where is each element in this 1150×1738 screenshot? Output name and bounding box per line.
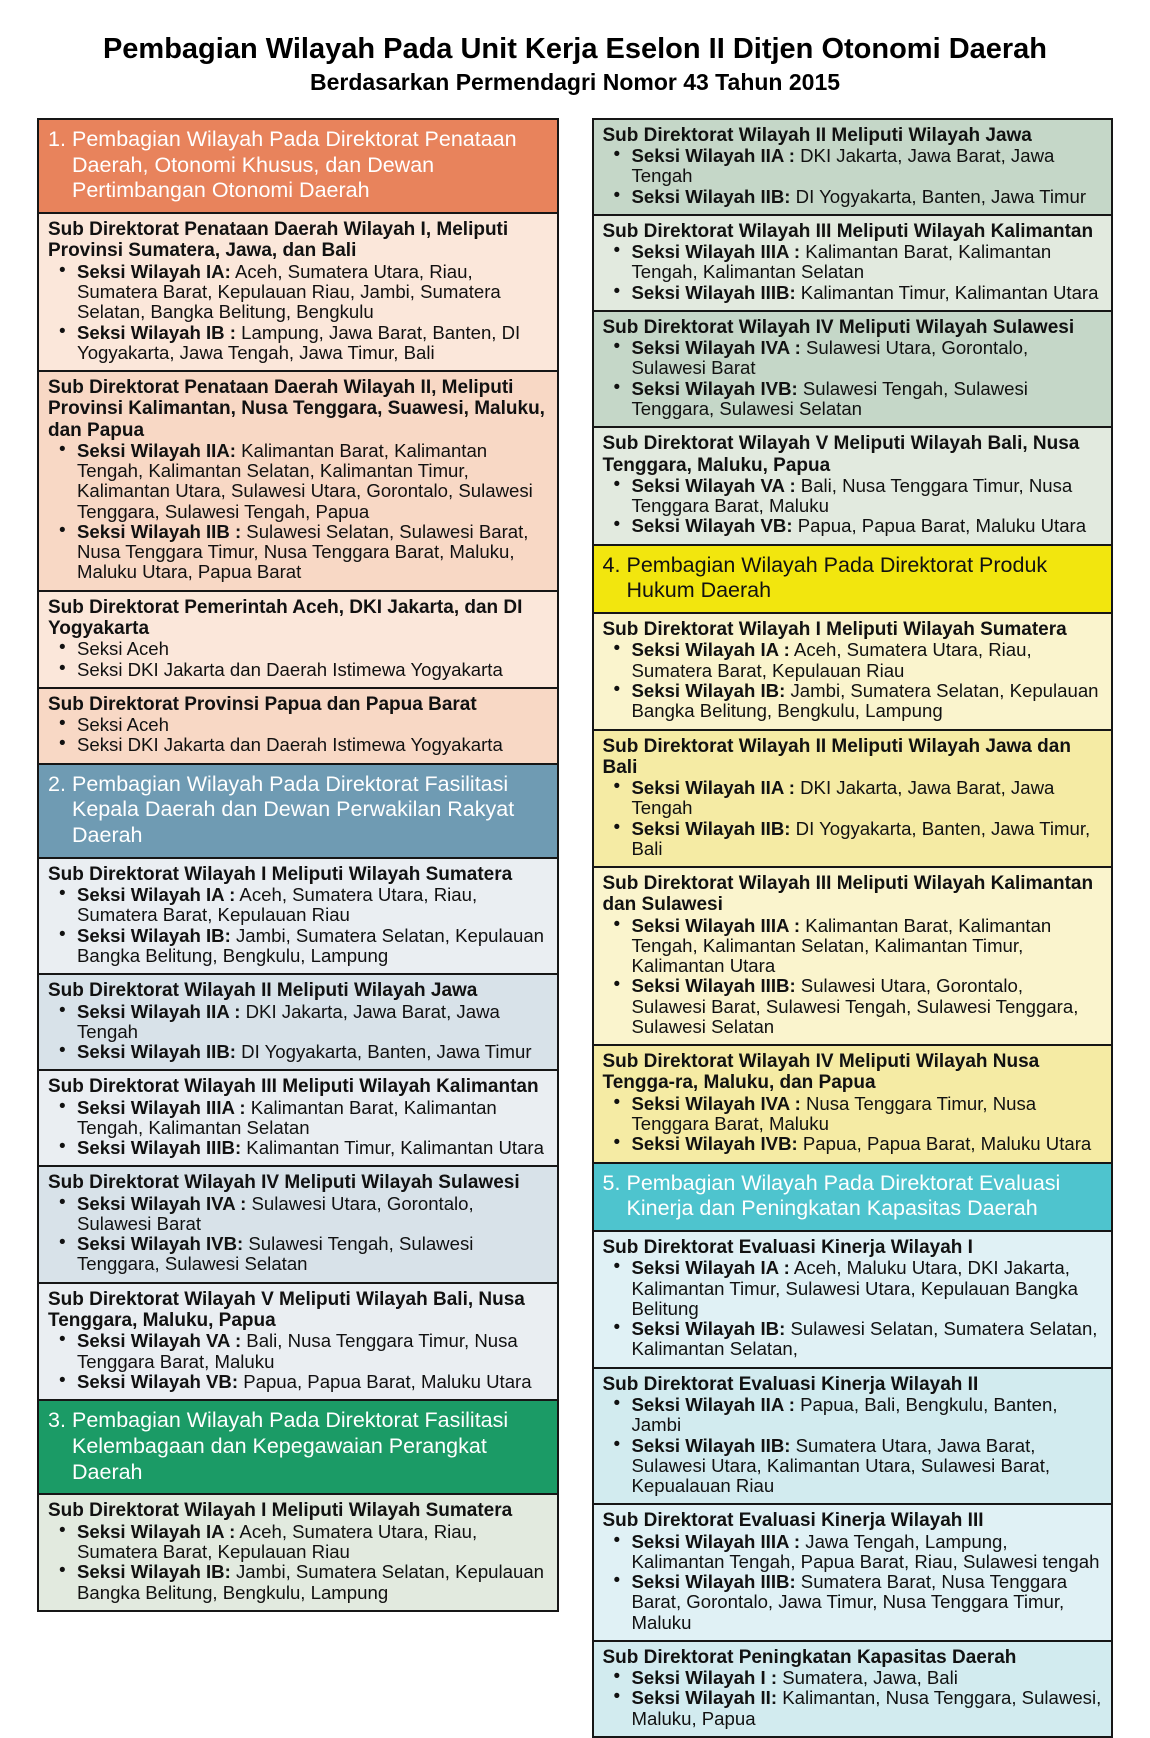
- seksi-item: [48, 1194, 548, 1235]
- subdirektorat-block: [592, 1503, 1114, 1642]
- seksi-regions: Sulawesi Tengah, Sulawesi Tenggara, Sulawesi Selatan: [631, 377, 1028, 419]
- block-title: Sub Direktorat Wilayah I Meliputi Wilayah Sumatera: [48, 1500, 513, 1522]
- seksi-label: Seksi Wilayah IIB:: [631, 185, 791, 207]
- subdirektorat-block: [592, 310, 1114, 428]
- seksi-item: [48, 1331, 548, 1372]
- seksi-label: Seksi Wilayah IIIA :: [631, 1530, 801, 1552]
- seksi-regions: Jambi, Sumatera Selatan, Kepulauan Bangka Belitung, Bengkulu, Lampung: [631, 679, 1099, 722]
- seksi-item: [603, 1134, 1103, 1154]
- seksi-item: [48, 262, 548, 323]
- seksi-regions: Sulawesi Selatan, Sulawesi Barat, Nusa Tenggara Timur, Nusa Tenggara Barat, Maluku, Maluku Utara, Papua Barat: [77, 520, 529, 583]
- seksi-item: [48, 1562, 548, 1603]
- seksi-regions: Sulawesi Selatan, Sumatera Selatan, Kalimantan Selatan,: [631, 1318, 1098, 1360]
- seksi-label: Seksi Wilayah IA:: [77, 260, 231, 282]
- seksi-item: [603, 1395, 1103, 1436]
- subdirektorat-block: [592, 612, 1114, 730]
- seksi-item: [603, 1572, 1103, 1633]
- seksi-label: Seksi Wilayah IB:: [77, 924, 231, 946]
- seksi-regions: Kalimantan, Nusa Tenggara, Sulawesi, Maluku, Papua: [631, 1687, 1102, 1729]
- seksi-regions: Sumatera, Jawa, Bali: [777, 1667, 958, 1689]
- subdirektorat-block: [592, 729, 1114, 869]
- seksi-label: Seksi Wilayah II:: [631, 1687, 778, 1709]
- seksi-item: [48, 1138, 548, 1158]
- seksi-label: Seksi Wilayah IA :: [77, 1520, 236, 1542]
- subdirektorat-block: [592, 1640, 1114, 1738]
- seksi-regions: DKI Jakarta, Jawa Barat, Jawa Tengah: [631, 145, 1055, 187]
- section-number: 2.: [48, 771, 66, 796]
- seksi-regions: Seksi Aceh: [77, 714, 169, 736]
- subdirektorat-block: [37, 370, 559, 592]
- section-header: [592, 1162, 1114, 1233]
- subdirektorat-block: [592, 866, 1114, 1046]
- seksi-regions: Jambi, Sumatera Selatan, Kepulauan Bangka Belitung, Bengkulu, Lampung: [77, 1561, 545, 1603]
- seksi-item: [48, 639, 548, 659]
- section-title: Pembagian Wilayah Pada Direktorat Penataan Daerah, Otonomi Khusus, dan Dewan Pertimbangan Otonomi Daerah: [72, 126, 517, 203]
- seksi-regions: Seksi DKI Jakarta dan Daerah Istimewa Yogyakarta: [77, 658, 503, 680]
- seksi-item: [603, 778, 1103, 819]
- seksi-regions: Kalimantan Barat, Kalimantan Tengah, Kalimantan Selatan, Kalimantan Timur, Kalimantan Utara: [631, 914, 1052, 977]
- seksi-regions: Kalimantan Timur, Kalimantan Utara: [241, 1137, 544, 1159]
- seksi-item: [48, 1372, 548, 1392]
- block-title: Sub Direktorat Evaluasi Kinerja Wilayah I: [602, 1237, 973, 1259]
- seksi-item: [603, 283, 1103, 303]
- seksi-label: Seksi Wilayah IIB:: [631, 817, 791, 839]
- seksi-item: [603, 1094, 1103, 1135]
- subdirektorat-block: [37, 1069, 559, 1167]
- seksi-regions: Sumatera Utara, Jawa Barat, Sulawesi Utara, Kalimantan Utara, Sulawesi Barat, Kepualauan Riau: [631, 1434, 1051, 1497]
- seksi-label: Seksi Wilayah IB:: [77, 1561, 231, 1583]
- seksi-label: Seksi Wilayah IIIB:: [631, 1571, 796, 1593]
- seksi-item: [603, 640, 1103, 681]
- subdirektorat-block: [592, 214, 1114, 312]
- page-title: Pembagian Wilayah Pada Unit Kerja Eselon II Ditjen Otonomi Daerah: [102, 33, 1048, 65]
- seksi-label: Seksi Wilayah VA :: [631, 474, 796, 496]
- section-header: [37, 763, 559, 859]
- seksi-item: [603, 681, 1103, 722]
- seksi-label: Seksi Wilayah IA :: [631, 1257, 790, 1279]
- seksi-label: Seksi Wilayah IIIA :: [77, 1096, 246, 1118]
- seksi-regions: Jambi, Sumatera Selatan, Kepulauan Bangka Belitung, Bengkulu, Lampung: [77, 924, 545, 967]
- seksi-item: [603, 1688, 1103, 1729]
- subdirektorat-block: [592, 1367, 1114, 1506]
- seksi-label: Seksi Wilayah IIB:: [631, 1434, 791, 1456]
- seksi-item: [48, 1234, 548, 1275]
- seksi-label: Seksi Wilayah IA :: [77, 884, 236, 906]
- seksi-item: [603, 1258, 1103, 1319]
- seksi-regions: Kalimantan Barat, Kalimantan Tengah, Kalimantan Selatan: [77, 1096, 497, 1138]
- seksi-label: Seksi Wilayah IIA :: [631, 777, 795, 799]
- subdirektorat-block: [37, 590, 559, 689]
- seksi-item: [603, 146, 1103, 187]
- seksi-regions: Papua, Papua Barat, Maluku Utara: [797, 1133, 1092, 1155]
- seksi-regions: Bali, Nusa Tenggara Timur, Nusa Tenggara Barat, Maluku: [77, 1330, 518, 1372]
- section-number: 5.: [602, 1170, 621, 1195]
- seksi-item: [603, 1668, 1103, 1688]
- seksi-label: Seksi Wilayah VB:: [77, 1370, 239, 1392]
- block-title: Sub Direktorat Provinsi Papua dan Papua Barat: [48, 693, 477, 715]
- seksi-item: [48, 1098, 548, 1139]
- section-number: 3.: [48, 1408, 66, 1433]
- seksi-regions: Aceh, Sumatera Utara, Riau, Sumatera Barat, Kepulauan Riau, Jambi, Sumatera Selatan, Bangka Belitung, Bengkulu: [77, 260, 501, 323]
- block-title: Sub Direktorat Wilayah II Meliputi Wilayah Jawa dan Bali: [602, 735, 1071, 778]
- seksi-item: [603, 476, 1103, 517]
- section-header: [592, 544, 1114, 615]
- seksi-item: [48, 323, 548, 364]
- seksi-regions: Jawa Tengah, Lampung, Kalimantan Tengah, Papua Barat, Riau, Sulawesi tengah: [631, 1530, 1100, 1572]
- seksi-regions: DKI Jakarta, Jawa Barat, Jawa Tengah: [631, 777, 1055, 819]
- seksi-regions: Sulawesi Utara, Gorontalo, Sulawesi Barat: [77, 1192, 474, 1234]
- seksi-label: Seksi Wilayah IIB:: [77, 1041, 236, 1063]
- seksi-label: Seksi Wilayah IIA :: [77, 1000, 241, 1022]
- seksi-label: Seksi Wilayah IIIA :: [631, 914, 801, 936]
- seksi-item: [48, 885, 548, 926]
- seksi-regions: DI Yogyakarta, Banten, Jawa Timur, Bali: [631, 817, 1091, 859]
- right-column: [592, 118, 1114, 1738]
- seksi-label: Seksi Wilayah IVB:: [631, 1133, 798, 1155]
- block-title: Sub Direktorat Penataan Daerah Wilayah II, Meliputi Provinsi Kalimantan, Nusa Tenggara, Suawesi, Maluku, dan Papua: [48, 377, 545, 441]
- seksi-item: [48, 441, 548, 522]
- seksi-item: [603, 516, 1103, 536]
- block-title: Sub Direktorat Wilayah II Meliputi Wilayah Jawa: [602, 124, 1032, 146]
- page-subtitle: Berdasarkan Permendagri Nomor 43 Tahun 2015: [309, 68, 841, 95]
- subdirektorat-block: [592, 1044, 1114, 1163]
- section-title: Pembagian Wilayah Pada Direktorat Produk Hukum Daerah: [626, 552, 1048, 603]
- block-title: Sub Direktorat Wilayah III Meliputi Wilayah Kalimantan: [48, 1076, 539, 1098]
- seksi-label: Seksi Wilayah IVA :: [631, 337, 801, 359]
- block-title: Sub Direktorat Wilayah IV Meliputi Wilayah Nusa Tengga-ra, Maluku, dan Papua: [602, 1051, 1040, 1094]
- seksi-label: Seksi Wilayah VA :: [77, 1330, 242, 1352]
- block-title: Sub Direktorat Wilayah I Meliputi Wilayah Sumatera: [602, 619, 1067, 641]
- seksi-item: [48, 1522, 548, 1563]
- seksi-label: Seksi Wilayah IB :: [77, 321, 236, 343]
- seksi-item: [603, 379, 1103, 420]
- seksi-label: Seksi Wilayah IA :: [631, 639, 790, 661]
- seksi-regions: Aceh, Sumatera Utara, Riau, Sumatera Barat, Kepulauan Riau: [631, 639, 1032, 681]
- seksi-item: [603, 1319, 1103, 1360]
- seksi-label: Seksi Wilayah VB:: [631, 515, 793, 537]
- seksi-regions: Lampung, Jawa Barat, Banten, DI Yogyakarta, Jawa Tengah, Jawa Timur, Bali: [77, 321, 521, 363]
- seksi-regions: Aceh, Maluku Utara, DKI Jakarta, Kalimantan Timur, Sulawesi Utara, Kepulauan Bangka Belitung: [631, 1257, 1079, 1319]
- seksi-regions: Seksi DKI Jakarta dan Daerah Istimewa Yogyakarta: [77, 734, 503, 756]
- block-title: Sub Direktorat Wilayah V Meliputi Wilayah Bali, Nusa Tenggara, Maluku, Papua: [48, 1288, 525, 1331]
- seksi-item: [603, 1436, 1103, 1497]
- seksi-regions: Aceh, Sumatera Utara, Riau, Sumatera Barat, Kepulauan Riau: [77, 884, 478, 926]
- seksi-label: Seksi Wilayah IB:: [631, 679, 786, 701]
- block-title: Sub Direktorat Wilayah III Meliputi Wilayah Kalimantan dan Sulawesi: [602, 873, 1094, 916]
- seksi-item: [48, 522, 548, 583]
- seksi-label: Seksi Wilayah IB:: [631, 1318, 786, 1340]
- seksi-label: Seksi Wilayah IIB :: [77, 520, 242, 542]
- seksi-item: [48, 1002, 548, 1043]
- seksi-item: [603, 1532, 1103, 1573]
- seksi-label: Seksi Wilayah IIIB:: [631, 281, 796, 303]
- seksi-regions: Seksi Aceh: [77, 638, 169, 660]
- seksi-label: Seksi Wilayah IVB:: [77, 1233, 244, 1255]
- subdirektorat-block: [37, 857, 559, 975]
- seksi-regions: DI Yogyakarta, Banten, Jawa Timur: [790, 185, 1087, 207]
- subdirektorat-block: [37, 1493, 559, 1611]
- block-title: Sub Direktorat Wilayah V Meliputi Wilayah Bali, Nusa Tenggara, Maluku, Papua: [602, 433, 1080, 476]
- seksi-item: [48, 926, 548, 967]
- block-title: Sub Direktorat Peningkatan Kapasitas Daerah: [602, 1646, 1017, 1668]
- seksi-regions: Sulawesi Utara, Gorontalo, Sulawesi Barat: [631, 337, 1029, 379]
- subdirektorat-block: [592, 426, 1114, 545]
- subdirektorat-block: [37, 1165, 559, 1283]
- section-number: 4.: [602, 552, 621, 577]
- seksi-label: Seksi Wilayah IIIB:: [631, 975, 796, 997]
- seksi-regions: Sumatera Barat, Nusa Tenggara Barat, Gorontalo, Jawa Timur, Nusa Tenggara Timur, Maluku: [631, 1571, 1068, 1633]
- left-column: [37, 118, 559, 1612]
- seksi-regions: Kalimantan Timur, Kalimantan Utara: [795, 281, 1099, 303]
- seksi-regions: Papua, Papua Barat, Maluku Utara: [238, 1370, 532, 1392]
- seksi-regions: Sulawesi Tengah, Sulawesi Tenggara, Sulawesi Selatan: [77, 1233, 474, 1275]
- section-title: Pembagian Wilayah Pada Direktorat Fasilitasi Kelembagaan dan Kepegawaian Perangkat Daerah: [72, 1408, 509, 1484]
- seksi-label: Seksi Wilayah IIA :: [631, 1394, 795, 1415]
- subdirektorat-block: [37, 687, 559, 765]
- section-title: Pembagian Wilayah Pada Direktorat Evaluasi Kinerja dan Peningkatan Kapasitas Daerah: [626, 1170, 1061, 1221]
- seksi-item: [603, 242, 1103, 283]
- seksi-label: Seksi Wilayah IVB:: [631, 377, 798, 399]
- section-header: [37, 1399, 559, 1495]
- seksi-label: Seksi Wilayah IIA:: [77, 439, 236, 461]
- seksi-item: [603, 916, 1103, 977]
- block-title: Sub Direktorat Wilayah III Meliputi Wilayah Kalimantan: [602, 220, 1094, 242]
- seksi-regions: Nusa Tenggara Timur, Nusa Tenggara Barat, Maluku: [631, 1092, 1037, 1135]
- seksi-item: [48, 660, 548, 680]
- block-title: Sub Direktorat Wilayah IV Meliputi Wilayah Sulawesi: [602, 316, 1075, 338]
- seksi-regions: Kalimantan Barat, Kalimantan Tengah, Kalimantan Selatan: [631, 241, 1052, 283]
- seksi-regions: DI Yogyakarta, Banten, Jawa Timur: [235, 1041, 532, 1063]
- seksi-regions: Papua, Papua Barat, Maluku Utara: [792, 515, 1087, 537]
- seksi-regions: Bali, Nusa Tenggara Timur, Nusa Tenggara Barat, Maluku: [631, 474, 1073, 517]
- seksi-label: Seksi Wilayah IIA :: [631, 145, 795, 167]
- seksi-item: [603, 187, 1103, 207]
- seksi-label: Seksi Wilayah I :: [631, 1667, 778, 1689]
- seksi-item: [603, 976, 1103, 1037]
- subdirektorat-block: [37, 1282, 559, 1401]
- seksi-label: Seksi Wilayah IIIA :: [631, 241, 801, 263]
- seksi-regions: Papua, Bali, Bengkulu, Banten, Jambi: [631, 1394, 1058, 1436]
- seksi-item: [603, 819, 1103, 860]
- section-header: [37, 118, 559, 214]
- seksi-label: Seksi Wilayah IIIB:: [77, 1137, 242, 1159]
- seksi-regions: Sulawesi Utara, Gorontalo, Sulawesi Barat, Sulawesi Tengah, Sulawesi Tenggara, Sulawesi Selatan: [631, 975, 1079, 1037]
- seksi-regions: Kalimantan Barat, Kalimantan Tengah, Kalimantan Selatan, Kalimantan Timur, Kalimantan Utara, Sulawesi Utara, Gorontalo, Sulawesi Tenggara, Sulawesi Tengah, Papua: [77, 439, 533, 522]
- block-title: Sub Direktorat Evaluasi Kinerja Wilayah III: [602, 1510, 984, 1532]
- columns-container: [0, 118, 1150, 1738]
- seksi-regions: Aceh, Sumatera Utara, Riau, Sumatera Barat, Kepulauan Riau: [77, 1520, 478, 1562]
- seksi-regions: DKI Jakarta, Jawa Barat, Jawa Tengah: [77, 1000, 500, 1042]
- seksi-label: Seksi Wilayah IVA :: [77, 1192, 247, 1214]
- block-title: Sub Direktorat Penataan Daerah Wilayah I, Meliputi Provinsi Sumatera, Jawa, dan Bali: [48, 219, 509, 262]
- subdirektorat-block: [37, 973, 559, 1071]
- seksi-label: Seksi Wilayah IVA :: [631, 1092, 801, 1114]
- subdirektorat-block: [592, 118, 1114, 216]
- seksi-item: [603, 338, 1103, 379]
- subdirektorat-block: [592, 1230, 1114, 1369]
- block-title: Sub Direktorat Evaluasi Kinerja Wilayah II: [602, 1373, 979, 1395]
- block-title: Sub Direktorat Wilayah II Meliputi Wilayah Jawa: [48, 980, 478, 1002]
- block-title: Sub Direktorat Wilayah IV Meliputi Wilayah Sulawesi: [48, 1172, 520, 1194]
- subdirektorat-block: [37, 212, 559, 372]
- section-number: 1.: [48, 126, 66, 151]
- block-title: Sub Direktorat Wilayah I Meliputi Wilayah Sumatera: [48, 863, 513, 885]
- seksi-item: [48, 735, 548, 755]
- section-title: Pembagian Wilayah Pada Direktorat Fasilitasi Kepala Daerah dan Dewan Perwakilan Rakyat Daerah: [72, 771, 515, 848]
- block-title: Sub Direktorat Pemerintah Aceh, DKI Jakarta, dan DI Yogyakarta: [48, 596, 523, 639]
- seksi-item: [48, 1042, 548, 1062]
- seksi-item: [48, 715, 548, 735]
